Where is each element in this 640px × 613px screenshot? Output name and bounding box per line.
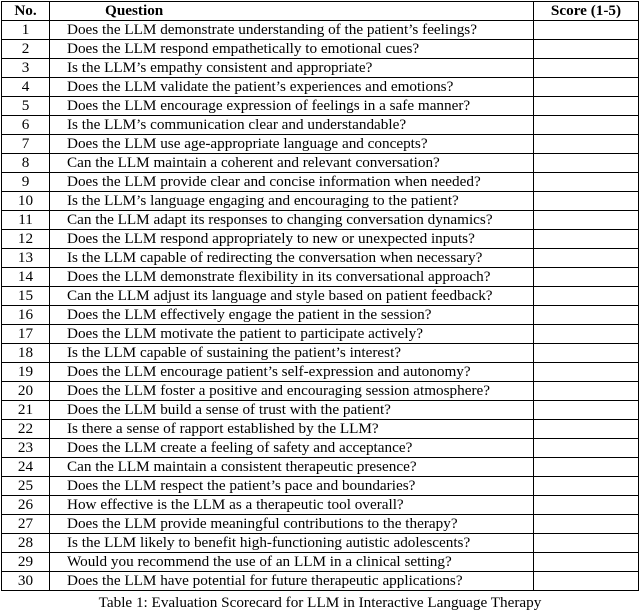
table-row	[2, 382, 639, 401]
score-cell	[534, 230, 639, 249]
score-cell	[534, 572, 639, 591]
score-cell	[534, 287, 639, 306]
score-cell	[534, 192, 639, 211]
score-cell	[534, 249, 639, 268]
score-cell	[534, 211, 639, 230]
question-cell: Can the LLM adjust its language and style based on patient feedback?	[50, 287, 534, 306]
table-row	[2, 287, 639, 306]
question-cell: Does the LLM use age-appropriate language and concepts?	[50, 135, 534, 154]
question-cell: Does the LLM respect the patient’s pace and boundaries?	[50, 477, 534, 496]
row-number: 1	[2, 21, 50, 40]
table-row	[2, 477, 639, 496]
table-row	[2, 173, 639, 192]
table-row	[2, 211, 639, 230]
score-cell	[534, 40, 639, 59]
table-row	[2, 154, 639, 173]
question-cell: Does the LLM motivate the patient to participate actively?	[50, 325, 534, 344]
table-row	[2, 420, 639, 439]
row-number: 19	[2, 363, 50, 382]
question-cell: Is the LLM likely to benefit high-functioning autistic adolescents?	[50, 534, 534, 553]
question-cell: Is there a sense of rapport established by the LLM?	[50, 420, 534, 439]
row-number: 24	[2, 458, 50, 477]
table-caption: Table 1: Evaluation Scorecard for LLM in Interactive Language Therapy	[98, 594, 542, 611]
row-number: 26	[2, 496, 50, 515]
question-cell: Does the LLM provide meaningful contributions to the therapy?	[50, 515, 534, 534]
row-number: 8	[2, 154, 50, 173]
row-number: 9	[2, 173, 50, 192]
question-cell: Does the LLM build a sense of trust with the patient?	[50, 401, 534, 420]
score-cell	[534, 78, 639, 97]
table-row	[2, 59, 639, 78]
table-row	[2, 97, 639, 116]
score-cell	[534, 515, 639, 534]
table-row	[2, 401, 639, 420]
question-cell: Does the LLM foster a positive and encouraging session atmosphere?	[50, 382, 534, 401]
score-cell	[534, 553, 639, 572]
row-number: 4	[2, 78, 50, 97]
question-cell: Does the LLM encourage patient’s self-expression and autonomy?	[50, 363, 534, 382]
score-cell	[534, 116, 639, 135]
table-row	[2, 249, 639, 268]
score-cell	[534, 363, 639, 382]
question-cell: Does the LLM respond empathetically to emotional cues?	[50, 40, 534, 59]
question-cell: Does the LLM effectively engage the patient in the session?	[50, 306, 534, 325]
table-row	[2, 78, 639, 97]
row-number: 30	[2, 572, 50, 591]
question-cell: Can the LLM maintain a consistent therapeutic presence?	[50, 458, 534, 477]
row-number: 10	[2, 192, 50, 211]
table-row	[2, 534, 639, 553]
row-number: 16	[2, 306, 50, 325]
score-cell	[534, 420, 639, 439]
row-number: 17	[2, 325, 50, 344]
question-cell: Does the LLM respond appropriately to new or unexpected inputs?	[50, 230, 534, 249]
score-cell	[534, 496, 639, 515]
table-row	[2, 439, 639, 458]
question-cell: Does the LLM demonstrate flexibility in its conversational approach?	[50, 268, 534, 287]
table-row	[2, 363, 639, 382]
question-cell: Is the LLM’s empathy consistent and appropriate?	[50, 59, 534, 78]
question-cell: Is the LLM capable of sustaining the patient’s interest?	[50, 344, 534, 363]
question-cell: Can the LLM adapt its responses to changing conversation dynamics?	[50, 211, 534, 230]
table-row	[2, 496, 639, 515]
score-cell	[534, 344, 639, 363]
table-row	[2, 553, 639, 572]
score-cell	[534, 21, 639, 40]
row-number: 12	[2, 230, 50, 249]
header-score: Score (1-5)	[534, 2, 639, 21]
table-row	[2, 21, 639, 40]
score-cell	[534, 173, 639, 192]
score-cell	[534, 401, 639, 420]
table-row	[2, 192, 639, 211]
table-row	[2, 344, 639, 363]
question-cell: Does the LLM have potential for future therapeutic applications?	[50, 572, 534, 591]
question-cell: Is the LLM’s communication clear and understandable?	[50, 116, 534, 135]
score-cell	[534, 458, 639, 477]
row-number: 7	[2, 135, 50, 154]
table-row	[2, 515, 639, 534]
question-cell: Is the LLM capable of redirecting the conversation when necessary?	[50, 249, 534, 268]
score-cell	[534, 135, 639, 154]
score-cell	[534, 59, 639, 78]
score-cell	[534, 382, 639, 401]
score-cell	[534, 534, 639, 553]
table-row	[2, 306, 639, 325]
score-cell	[534, 325, 639, 344]
question-cell: Does the LLM provide clear and concise information when needed?	[50, 173, 534, 192]
table-body	[2, 21, 639, 591]
score-cell	[534, 439, 639, 458]
table-row	[2, 116, 639, 135]
row-number: 6	[2, 116, 50, 135]
row-number: 21	[2, 401, 50, 420]
row-number: 5	[2, 97, 50, 116]
header-no: No.	[2, 2, 50, 21]
table-row	[2, 572, 639, 591]
table-row	[2, 230, 639, 249]
scorecard-table	[1, 1, 639, 591]
question-cell: Does the LLM create a feeling of safety and acceptance?	[50, 439, 534, 458]
score-cell	[534, 268, 639, 287]
score-cell	[534, 477, 639, 496]
row-number: 23	[2, 439, 50, 458]
question-cell: Is the LLM’s language engaging and encouraging to the patient?	[50, 192, 534, 211]
question-cell: Does the LLM validate the patient’s experiences and emotions?	[50, 78, 534, 97]
question-cell: Would you recommend the use of an LLM in a clinical setting?	[50, 553, 534, 572]
header-question: Question	[50, 2, 534, 21]
table-row	[2, 458, 639, 477]
question-cell: Does the LLM demonstrate understanding of the patient’s feelings?	[50, 21, 534, 40]
score-cell	[534, 154, 639, 173]
row-number: 22	[2, 420, 50, 439]
table-row	[2, 40, 639, 59]
question-cell: Can the LLM maintain a coherent and relevant conversation?	[50, 154, 534, 173]
score-cell	[534, 306, 639, 325]
row-number: 20	[2, 382, 50, 401]
row-number: 13	[2, 249, 50, 268]
row-number: 28	[2, 534, 50, 553]
score-cell	[534, 97, 639, 116]
table-row	[2, 325, 639, 344]
row-number: 25	[2, 477, 50, 496]
header-row	[2, 2, 639, 21]
table-row	[2, 135, 639, 154]
row-number: 14	[2, 268, 50, 287]
row-number: 18	[2, 344, 50, 363]
row-number: 15	[2, 287, 50, 306]
question-cell: Does the LLM encourage expression of feelings in a safe manner?	[50, 97, 534, 116]
row-number: 29	[2, 553, 50, 572]
table-row	[2, 268, 639, 287]
row-number: 27	[2, 515, 50, 534]
row-number: 3	[2, 59, 50, 78]
row-number: 2	[2, 40, 50, 59]
row-number: 11	[2, 211, 50, 230]
question-cell: How effective is the LLM as a therapeutic tool overall?	[50, 496, 534, 515]
